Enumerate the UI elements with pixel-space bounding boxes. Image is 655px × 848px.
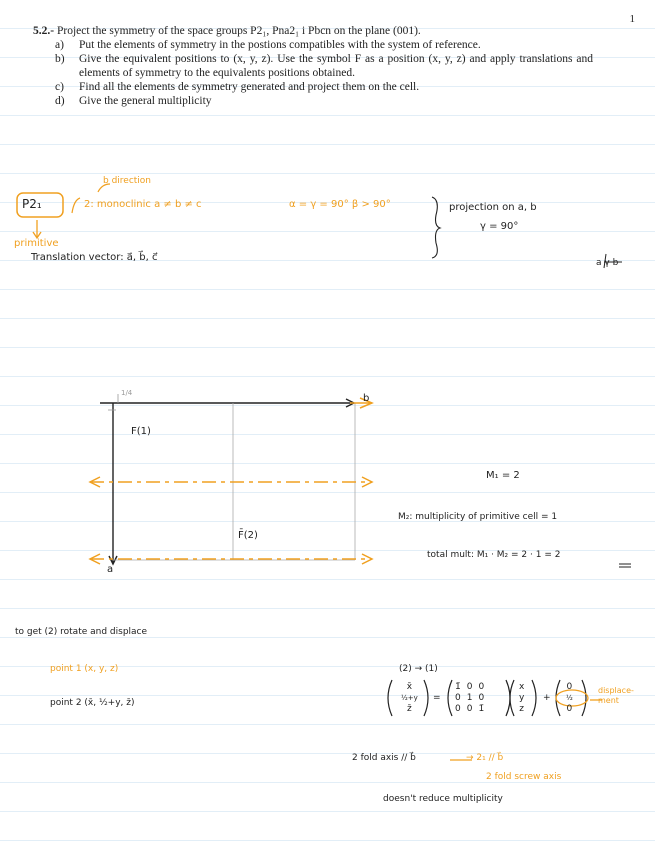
mapping-note: (2) → (1) (399, 664, 438, 674)
translation-note: Translation vector: a⃗, b⃗, c⃗ (31, 252, 158, 263)
problem-item-b: b) Give the equivalent positions to (x, y, z). Use the symbol F as a position (x, y, z) and apply translations and elements of symmetry to the equivalents positions obtained. (55, 53, 593, 79)
cell-b-label: b (363, 393, 370, 404)
screw-symbol-note: → 2₁ // b⃗ (466, 753, 504, 763)
vector-xyz: x y z (519, 682, 525, 714)
angles-note: α = γ = 90° β > 90° (289, 199, 391, 210)
m1-note: M₁ = 2 (486, 470, 520, 481)
twofold-note: 2 fold axis // b⃗ (352, 753, 416, 763)
notebook-page: 1 5.2.- Project the symmetry of the space groups P2₁, Pna2₁ i Pbcn on the plane (001). a) Put the elements of symmetry in the postions compatibles with the system of reference. b) Give the equivalent positions to (x, y, z). Use the symbol F as a position (x, y, z) and apply translations and elements of symmetry to the equivalents positions obtained. c) Find all the elements de symmetry generated and project them on the cell. d) Give the general multiplicity b direction P2₁ 2: monoclinic a ≠ b ≠ c α = γ = 90° β > 90° projection on a, b γ = 90° primitive Translation vector: a⃗, b⃗, c⃗ a γ b b a 1/4 F(1) F̄(2) M₁ = 2 M₂: multiplicity of primitive cell = 1 total mult: M₁ · M₂ = 2 · 1 = 2 to get (2) rotate and displace point 1 (x, y, z) point 2 (x̄, ½+y, z̄) (2) → (1) x̄ ½+y z̄ = 1̄00 010 001̄ x y z + 0 ½ 0 displace-ment 2 fold axis // b⃗ → 2₁ // b⃗ 2 fold screw axis doesn't reduce multiplicity (0, 0, 655, 848)
system-note: 2: monoclinic a ≠ b ≠ c (84, 199, 202, 210)
vector-result: x̄ ½+y z̄ (401, 682, 418, 714)
page-number: 1 (629, 13, 635, 25)
point-f2: F̄(2) (238, 530, 258, 541)
point2-note: point 2 (x̄, ½+y, z̄) (50, 698, 135, 708)
vector-displacement: 0 ½ 0 (566, 682, 573, 714)
rotate-note: to get (2) rotate and displace (15, 627, 148, 637)
cell-a-label: a (107, 564, 114, 575)
problem-item-d: d) Give the general multiplicity (55, 95, 212, 107)
small-axes-label: a γ b (596, 258, 619, 268)
primitive-note: primitive (14, 238, 59, 249)
rotation-matrix: 1̄00 010 001̄ (455, 682, 491, 714)
screw-axis-note: 2 fold screw axis (486, 772, 562, 782)
total-mult-note: total mult: M₁ · M₂ = 2 · 1 = 2 (427, 550, 561, 560)
point1-note: point 1 (x, y, z) (50, 664, 119, 674)
problem-item-a: a) Put the elements of symmetry in the postions compatibles with the system of reference. (55, 39, 481, 51)
gamma-note: γ = 90° (480, 221, 519, 232)
displacement-note: displace-ment (598, 686, 634, 705)
cell-top-label: 1/4 (121, 389, 133, 397)
bracket-mark (72, 198, 80, 213)
m2-note: M₂: multiplicity of primitive cell = 1 (398, 512, 558, 522)
b-direction-note: b direction (103, 176, 152, 186)
multiplicity-note: doesn't reduce multiplicity (383, 794, 503, 804)
problem-item-c: c) Find all the elements de symmetry generated and project them on the cell. (55, 81, 420, 93)
problem-title: 5.2.- Project the symmetry of the space groups P2₁, Pna2₁ i Pbcn on the plane (001). (33, 25, 421, 37)
group-label: P2₁ (22, 197, 42, 211)
projection-note: projection on a, b (449, 202, 537, 213)
point-f1: F(1) (131, 426, 151, 437)
brace (432, 197, 440, 258)
